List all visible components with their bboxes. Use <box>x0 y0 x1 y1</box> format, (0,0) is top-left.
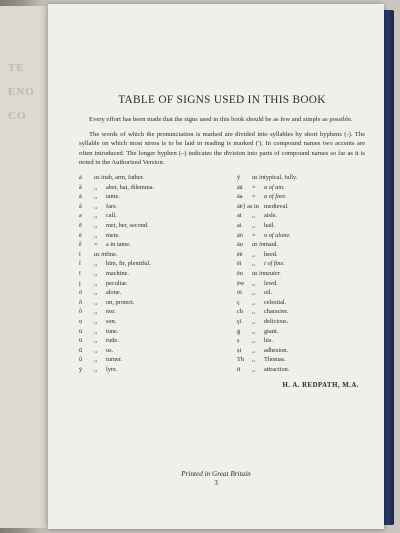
sign-symbol: ē <box>79 231 82 239</box>
sign-row <box>237 173 365 183</box>
sign-connector: ,, <box>94 279 98 287</box>
sign-example: typical, fully. <box>264 174 298 182</box>
sign-symbol: ï <box>79 269 81 277</box>
sign-connector: ,, <box>94 289 98 297</box>
sign-example: met, her, second. <box>106 221 149 229</box>
sign-example: medieval. <box>264 202 289 210</box>
sign-example: his. <box>264 337 273 345</box>
sign-row <box>79 288 209 298</box>
sign-connector: ,, <box>252 289 256 297</box>
page-number: 3 <box>214 479 218 487</box>
sign-symbol: â <box>79 202 82 210</box>
sign-row <box>237 307 365 317</box>
sign-connector: as in <box>252 174 265 182</box>
sign-example: aisle. <box>264 212 278 220</box>
sign-connector: ,, <box>94 308 98 316</box>
sign-row <box>79 231 209 241</box>
sign-row <box>237 192 365 202</box>
previous-page-text <box>8 56 35 128</box>
sign-example: call. <box>106 212 117 220</box>
sign-example: tune. <box>106 327 119 335</box>
sign-connector: ,, <box>252 250 256 258</box>
sign-symbol: ç <box>237 298 240 306</box>
sign-example: peculiar. <box>106 279 128 287</box>
sign-connector: ,, <box>94 212 98 220</box>
sign-example: heed. <box>264 250 278 258</box>
sign-example: o of alone. <box>264 231 291 239</box>
sign-example: adhesion. <box>264 346 288 354</box>
sign-row <box>79 259 209 269</box>
sign-connector: ,, <box>252 327 256 335</box>
sign-symbol: āō <box>237 231 243 239</box>
sign-row <box>79 183 209 193</box>
sign-connector: ,, <box>252 279 256 287</box>
sign-row <box>237 365 365 375</box>
sign-row <box>237 231 365 241</box>
sign-example: a of am. <box>264 183 285 191</box>
sign-connector: ,, <box>252 298 256 306</box>
printed-in-note: Printed in Great Britain <box>181 470 251 478</box>
sign-example: lyre. <box>106 365 118 373</box>
sign-example: maul. <box>264 241 279 249</box>
sign-symbol: ô <box>79 308 83 316</box>
sign-symbol: ō <box>79 289 83 297</box>
sign-example: lewd. <box>264 279 278 287</box>
sign-connector: ,, <box>94 327 98 335</box>
sign-row <box>79 211 209 221</box>
sign-row <box>79 298 209 308</box>
sign-symbol: āā <box>237 183 243 191</box>
sign-row <box>237 183 365 193</box>
sign-connector: ,, <box>252 337 256 345</box>
sign-row <box>237 221 365 231</box>
sign-row <box>237 346 365 356</box>
sign-row <box>237 298 365 308</box>
sign-row <box>79 355 209 365</box>
ghost-line: TE <box>8 62 25 74</box>
sign-connector: ,, <box>94 365 98 373</box>
sign-row <box>79 346 209 356</box>
sign-symbol: į <box>79 279 81 287</box>
sign-example: attraction. <box>264 365 290 373</box>
sign-connector: as in <box>252 241 265 249</box>
sign-symbol: ê <box>79 241 82 249</box>
sign-symbol: ă <box>79 183 82 191</box>
page-title: TABLE OF SIGNS USED IN THIS BOOK <box>118 94 326 106</box>
sign-connector: ,, <box>252 365 256 373</box>
sign-connector: ,, <box>94 183 98 191</box>
signs-column-right <box>237 173 365 374</box>
sign-symbol: ēē <box>237 250 243 258</box>
sign-example: a of fare. <box>264 193 287 201</box>
sign-connector: ,, <box>94 260 98 268</box>
sign-symbol: y̆ <box>237 174 241 182</box>
sign-example: character. <box>264 308 289 316</box>
sign-symbol: û <box>79 356 83 364</box>
sign-symbol: ti <box>237 365 241 373</box>
sign-row <box>237 279 365 289</box>
ghost-line: ENO <box>8 86 35 98</box>
sign-example: us. <box>106 346 114 354</box>
sign-symbol: āē} as in <box>237 202 259 210</box>
sign-symbol: ṣi <box>237 346 242 354</box>
sign-connector: ,, <box>94 269 98 277</box>
signs-column-left <box>79 173 209 374</box>
sign-example: rude. <box>106 337 119 345</box>
sign-connector: ,, <box>94 317 98 325</box>
book-page <box>48 4 384 529</box>
sign-symbol: ēw <box>237 279 245 287</box>
sign-symbol: ĭ <box>79 260 81 268</box>
sign-connector: ,, <box>252 356 256 364</box>
sign-row <box>237 259 365 269</box>
sign-example: giant. <box>264 327 279 335</box>
sign-example: on, protect. <box>106 298 135 306</box>
sign-row <box>79 250 209 260</box>
sign-example: alone. <box>106 289 122 297</box>
sign-symbol: ŭ <box>79 346 83 354</box>
sign-connector: ,, <box>252 260 256 268</box>
sign-connector: = <box>252 193 256 201</box>
sign-connector: ,, <box>252 317 256 325</box>
sign-row <box>237 327 365 337</box>
sign-connector: = <box>94 241 98 249</box>
sign-connector: ,, <box>94 202 98 210</box>
sign-connector: ,, <box>252 308 256 316</box>
sign-row <box>79 269 209 279</box>
sign-connector: = <box>252 231 256 239</box>
author-signature: H. A. REDPATH, M.A. <box>282 382 359 390</box>
sign-example: delicious. <box>264 317 289 325</box>
sign-example: fare. <box>106 202 118 210</box>
sign-example: machine. <box>106 269 129 277</box>
sign-example: i of fine. <box>264 260 285 268</box>
sign-row <box>79 279 209 289</box>
sign-row <box>79 192 209 202</box>
previous-page <box>0 6 53 528</box>
sign-symbol: ai <box>237 212 242 220</box>
sign-connector: ,, <box>252 212 256 220</box>
sign-row <box>237 211 365 221</box>
sign-symbol: ch <box>237 308 243 316</box>
sign-symbol: ēi <box>237 260 242 268</box>
sign-symbol: ai <box>237 221 242 229</box>
page-footer <box>48 470 384 488</box>
sign-symbol: çi <box>237 317 242 325</box>
sign-example: celestial. <box>264 298 287 306</box>
sign-symbol: ōi <box>237 289 242 297</box>
sign-symbol: āa <box>237 193 243 201</box>
sign-symbol: ā <box>79 174 82 182</box>
sign-connector: ,, <box>94 298 98 306</box>
sign-symbol: ü <box>79 337 83 345</box>
sign-example: oil. <box>264 289 273 297</box>
signs-table <box>79 173 365 374</box>
sign-connector: as in <box>94 250 107 258</box>
sign-row <box>79 202 209 212</box>
hyphen-paragraph: The words of which the pronunciation is marked are divided into syllables by short hyphens (-). The syllable on which most stress is to be laid in reading is marked (ʹ). In compound names two accents are often introduced. The longer hyphen (–) indicates the division into parts of compound names so far as it is noted in the Authorized Version. <box>79 131 365 166</box>
sign-example: ah, arm, father. <box>106 174 144 182</box>
sign-connector: = <box>252 183 256 191</box>
sign-row <box>79 240 209 250</box>
intro-paragraph: Every effort has been made that the signs used in this book should be as few and simple as possible. <box>89 116 353 123</box>
sign-example: neuter. <box>264 269 281 277</box>
sign-row <box>237 269 365 279</box>
sign-example: hail. <box>264 221 276 229</box>
sign-symbol: ī <box>79 250 81 258</box>
sign-row <box>237 288 365 298</box>
sign-symbol: ġ <box>237 327 241 335</box>
sign-row <box>237 355 365 365</box>
sign-example: abet, hat, dilemma. <box>106 183 155 191</box>
sign-example: him, fir, plentiful. <box>106 260 151 268</box>
sign-connector: ,, <box>94 231 98 239</box>
sign-symbol: a <box>79 212 82 220</box>
sign-connector: ,, <box>94 221 98 229</box>
sign-row <box>237 240 365 250</box>
ghost-line: CO <box>8 110 27 122</box>
sign-row <box>79 365 209 375</box>
sign-row <box>237 202 365 212</box>
sign-symbol: ṣ <box>237 337 240 345</box>
sign-symbol: āu <box>237 241 243 249</box>
sign-example: Thomas. <box>264 356 286 364</box>
sign-symbol: ēu <box>237 269 243 277</box>
sign-row <box>79 307 209 317</box>
sign-row <box>237 250 365 260</box>
sign-row <box>79 221 209 231</box>
sign-symbol: ȳ <box>79 365 83 373</box>
sign-connector: as in <box>252 269 265 277</box>
sign-row <box>79 336 209 346</box>
sign-example: turner. <box>106 356 123 364</box>
sign-connector: as in <box>94 174 107 182</box>
sign-example: tame. <box>106 193 120 201</box>
sign-connector: ,, <box>94 346 98 354</box>
sign-symbol: ĕ <box>79 221 82 229</box>
sign-symbol: ọ <box>79 317 83 325</box>
sign-symbol: ŏ <box>79 298 83 306</box>
sign-example: nor. <box>106 308 116 316</box>
sign-connector: ,, <box>252 221 256 229</box>
sign-symbol: Th <box>237 356 244 364</box>
sign-row <box>79 173 209 183</box>
sign-symbol: ū <box>79 327 83 335</box>
sign-symbol: ā <box>79 193 82 201</box>
sign-example: a in tame. <box>106 241 131 249</box>
sign-row <box>79 327 209 337</box>
sign-connector: ,, <box>94 337 98 345</box>
sign-connector: ,, <box>252 346 256 354</box>
sign-row <box>79 317 209 327</box>
sign-example: fine. <box>106 250 118 258</box>
sign-row <box>237 317 365 327</box>
sign-connector: ,, <box>94 193 98 201</box>
sign-row <box>237 336 365 346</box>
sign-example: mete. <box>106 231 120 239</box>
sign-connector: ,, <box>94 356 98 364</box>
page-content <box>79 94 365 389</box>
sign-example: son. <box>106 317 117 325</box>
